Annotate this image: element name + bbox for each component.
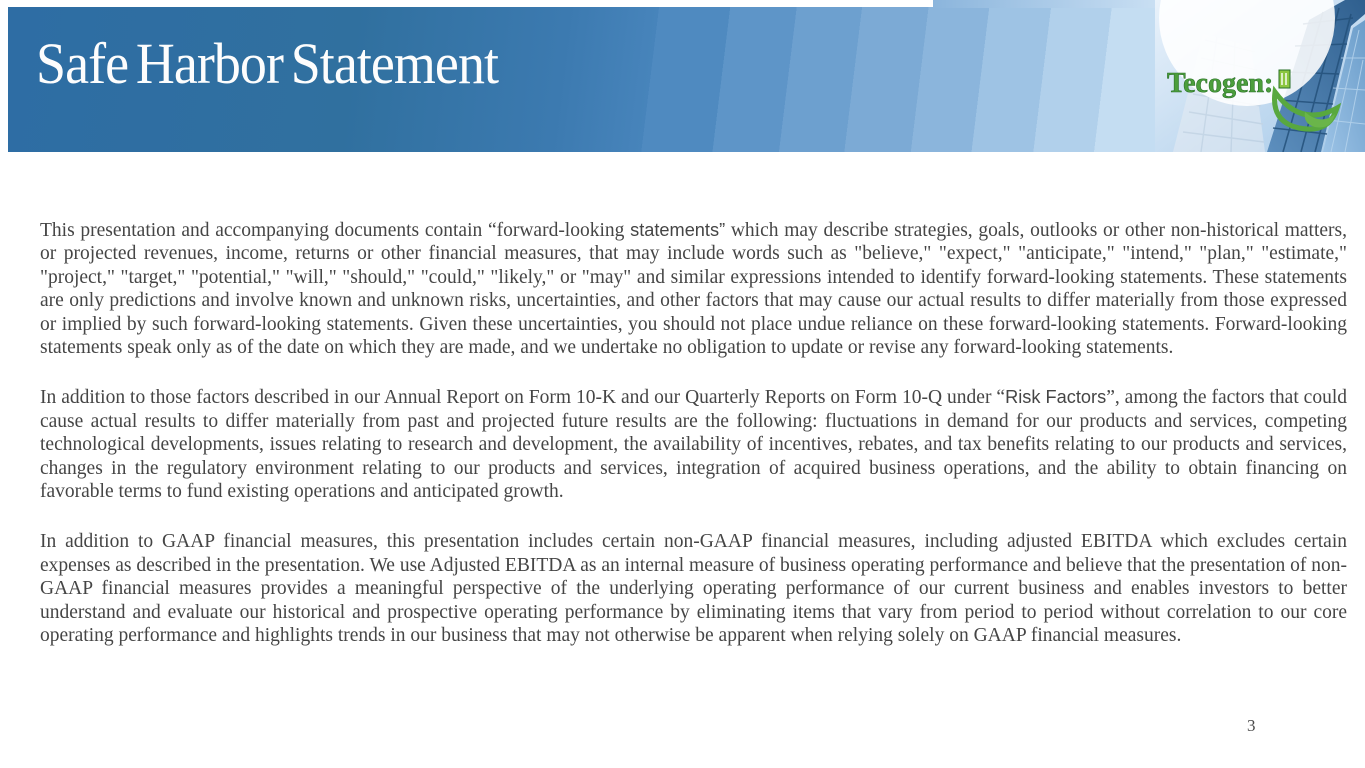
- tecogen-logo-text: Tecogen:: [1167, 68, 1274, 99]
- paragraph-text: This presentation and accompanying documents contain “forward-looking: [40, 220, 631, 241]
- slide-title: Safe Harbor Statement: [36, 31, 499, 96]
- header-accent-strip: [933, 0, 1157, 8]
- paragraph-non-gaap: [40, 530, 1347, 647]
- skyscraper-photo: [1155, 0, 1365, 152]
- paragraph-text: ”, among the factors that could cause actual results to differ materially from past and projected future results are the following: fluctuations in demand for our products and services, competing technological developments, issues relating to research and development, the availability of incentives, rebates, and tax benefits relating to our products and services, changes in the regulatory environment relating to our products and services, integration of acquired business operations, and the ability to obtain financing on favorable terms to fund existing operations and anticipated growth.: [40, 387, 1348, 503]
- paragraph-text: In addition to those factors described in our Annual Report on Form 10-K and our Quarterly Reports on Form 10-Q under “: [40, 387, 1006, 409]
- logo-mark: [1279, 70, 1290, 88]
- paragraph-text: Risk Factors: [1005, 387, 1107, 408]
- paragraph-text: statements”: [630, 220, 726, 240]
- slide-body: [0, 219, 1365, 675]
- paragraph-risk-factors: [40, 386, 1347, 503]
- paragraph-text: In addition to GAAP financial measures, this presentation includes certain non-GAAP financial measures, including adjusted EBITDA which excludes certain expenses as described in the presentation. We use Adjusted EBITDA as an internal measure of business operating performance and believe that the presentation of non-GAAP financial measures provides a meaningful perspective of the underlying operating performance of our current business and enables investors to better understand and evaluate our historical and prospective operating performance by eliminating items that vary from period to period without correlation to our core operating performance and highlights trends in our business that may not otherwise be apparent when relying solely on GAAP financial measures.: [40, 531, 1347, 647]
- skyscraper-photo-art: [1155, 0, 1365, 152]
- paragraph-forward-looking: [40, 219, 1347, 359]
- page-number: 3: [1247, 716, 1256, 735]
- paragraph-text: which may describe strategies, goals, outlooks or other non-historical matters, or projected revenues, income, returns or other financial measures, that may include words such as "believe," "expect," "anticipate," "intend," "plan," "estimate," "project," "target," "potential," "will," "should," "could," "likely," or "may" and similar expressions intended to identify forward-looking statements. These statements are only predictions and involve known and unknown risks, uncertainties, and other factors that may cause our actual results to differ materially from those expressed or implied by such forward-looking statements. Given these uncertainties, you should not place undue reliance on these forward-looking statements. Forward-looking statements speak only as of the date on which they are made, and we undertake no obligation to update or revise any forward-looking statements.: [40, 220, 1347, 359]
